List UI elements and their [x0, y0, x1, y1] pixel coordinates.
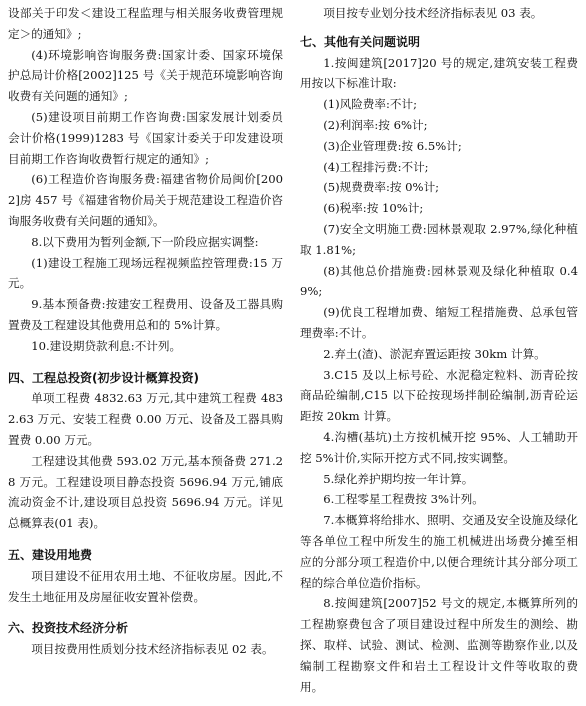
paragraph: (7)安全文明施工费:园林景观取 2.97%,绿化种植取 1.81%; — [300, 221, 578, 257]
paragraph: (2)利润率:按 6%计; — [323, 117, 428, 132]
paragraph: 3.C15 及以上标号砼、水泥稳定粒料、沥青砼按商品砼编制,C15 以下砼按现场拌制砼编制,沥青砼运距按 20km 计算。 — [300, 367, 578, 424]
paragraph: 9.基本预备费:按建安工程费用、设备及工器具购置费及工程建设其他费用总和的 5%计算。 — [8, 297, 283, 332]
paragraph: 5.绿化养护期均按一年计算。 — [323, 471, 474, 486]
paragraph: 8.以下费用为暂列金额,下一阶段应据实调整: — [31, 234, 259, 249]
paragraph: (6)工程造价咨询服务费:福建省物价局闽价[2002]房 457 号《福建省物价局关于规范建设工程造价咨询服务收费有关问题的通知》。 — [8, 172, 283, 228]
paragraph: 工程建设其他费 593.02 万元,基本预备费 271.28 万元。工程建设项目静态投资 5696.94 万元,铺底流动资金不计,建设项目总投资 5696.94 万元。详见总概算表(01 表)。 — [8, 453, 283, 531]
paragraph: 6.工程零星工程费按 3%计列。 — [323, 492, 484, 507]
paragraph: (5)建设项目前期工作咨询费:国家发展计划委员会计价格(1999)1283 号《国家计委关于印发建设项目前期工作咨询收费暂行规定的通知》; — [8, 109, 283, 166]
paragraph: 10.建设期贷款利息:不计列。 — [31, 338, 182, 353]
paragraph: 4.沟槽(基坑)土方按机械开挖 95%、人工辅助开挖 5%计价,实际开挖方式不同,按实调整。 — [300, 429, 578, 465]
paragraph: 项目按费用性质划分技术经济指标表见 02 表。 — [31, 642, 274, 657]
paragraph: 1.按闽建筑[2017]20 号的规定,建筑安装工程费用按以下标准计取: — [300, 55, 578, 91]
paragraph: 项目按专业划分技术经济指标表见 03 表。 — [323, 6, 543, 20]
section-heading: 五、建设用地费 — [8, 547, 93, 562]
paragraph: 7.本概算将给排水、照明、交通及安全设施及绿化等各单位工程中所发生的施工机械进出场费分摊至相应的分部分项工程造价中,以便合理统计其分部分项工程的综合单位造价指标。 — [300, 513, 578, 590]
paragraph: (1)建设工程施工现场远程视频监控管理费:15 万元。 — [8, 255, 283, 291]
paragraph: 项目建设不征用农用土地、不征收房屋。因此,不发生土地征用及房屋征收安置补偿费。 — [8, 568, 283, 604]
paragraph: (8)其他总价措施费:园林景观及绿化种植取 0.49%; — [300, 263, 578, 299]
paragraph: (3)企业管理费:按 6.5%计; — [323, 138, 462, 153]
section-heading: 六、投资技术经济分析 — [8, 621, 129, 636]
paragraph: (5)规费费率:按 0%计; — [323, 180, 440, 195]
paragraph: (4)工程排污费:不计; — [323, 159, 429, 174]
right-column — [300, 3, 578, 697]
paragraph: 8.按闽建筑[2007]52 号文的规定,本概算所列的工程勘察费包含了项目建设过程中所发生的测绘、勘探、取样、试验、测试、检测、监测等勘察作业,以及编制工程勘察文件和岩土工程设计文件等收取的费用。 — [300, 596, 578, 694]
section-heading: 四、工程总投资(初步设计概算投资) — [8, 370, 199, 385]
paragraph: (4)环境影响咨询服务费:国家计委、国家环境保护总局计价格[2002]125 号《关于规范环境影响咨询收费有关问题的通知》; — [8, 47, 283, 104]
paragraph: (9)优良工程增加费、缩短工程措施费、总承包管理费率:不计。 — [300, 305, 578, 340]
paragraph: 单项工程费 4832.63 万元,其中建筑工程费 4832.63 万元、安装工程费 0.00 万元、设备及工器具购置费 0.00 万元。 — [8, 391, 283, 447]
left-column — [8, 3, 283, 660]
paragraph: 2.弃土(渣)、淤泥弃置运距按 30km 计算。 — [323, 346, 546, 361]
paragraph: (6)税率:按 10%计; — [323, 201, 424, 216]
section-heading: 七、其他有关问题说明 — [300, 34, 421, 49]
paragraph: (1)风险费率:不计; — [323, 97, 417, 112]
paragraph: 设部关于印发＜建设工程监理与相关服务收费管理规定＞的通知》; — [8, 6, 283, 41]
